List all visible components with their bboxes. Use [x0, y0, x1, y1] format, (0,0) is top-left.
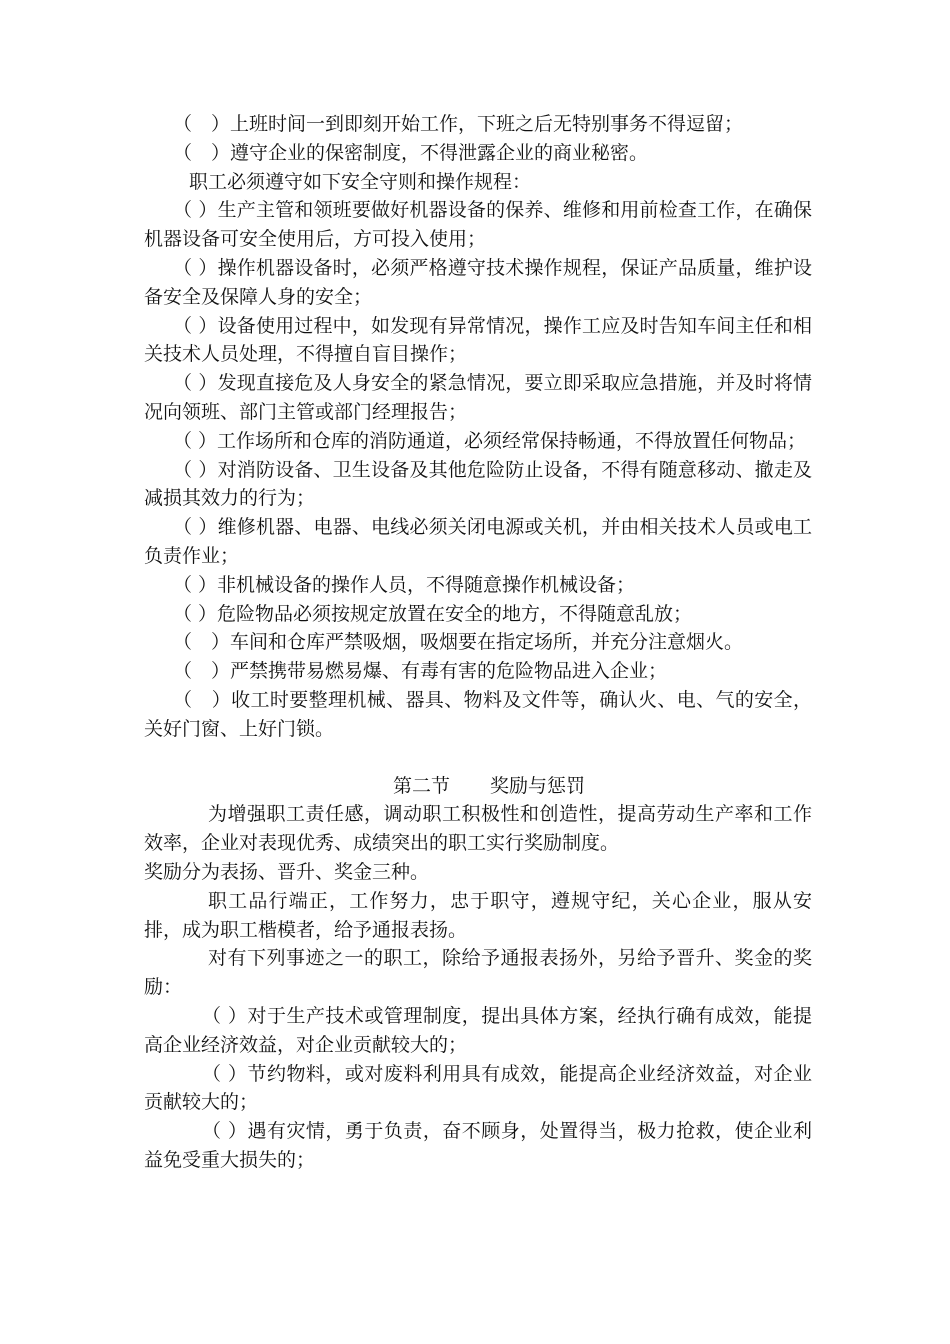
safety-rule-item: （ ）生产主管和领班要做好机器设备的保养、维修和用前检查工作，在确保机器设备可安全使用后，方可投入使用；: [144, 199, 812, 251]
safety-rule-item: （ ）操作机器设备时，必须严格遵守技术操作规程，保证产品质量，维护设备安全及保障人身的安全；: [144, 256, 812, 308]
safety-rule-item: （ ）非机械设备的操作人员，不得随意操作机械设备；: [173, 573, 636, 596]
section-title: 奖励与惩罚: [490, 774, 586, 797]
section-heading: [144, 772, 812, 801]
reward-paragraph: 对有下列事迹之一的职工，除给予通报表扬外，另给予晋升、奖金的奖励：: [144, 947, 812, 999]
safety-intro: 职工必须遵守如下安全守则和操作规程：: [189, 170, 532, 193]
safety-rule-item: （ ）设备使用过程中，如发现有异常情况，操作工应及时告知车间主任和相关技术人员处理，不得擅自盲目操作；: [144, 314, 812, 366]
reward-paragraph: 奖励分为表扬、晋升、奖金三种。: [144, 860, 430, 883]
safety-rule-item: （ ）危险物品必须按规定放置在安全的地方，不得随意乱放；: [173, 602, 693, 625]
safety-rule-item: （ ）车间和仓库严禁吸烟，吸烟要在指定场所，并充分注意烟火。: [173, 631, 744, 654]
safety-rule-item: （ ）维修机器、电器、电线必须关闭电源或关机，并由相关技术人员或电工负责作业；: [144, 516, 812, 567]
reward-paragraph: 职工品行端正，工作努力，忠于职守，遵规守纪，关心企业，服从安排，成为职工楷模者，给予通报表扬。: [144, 889, 812, 941]
reward-paragraph: 为增强职工责任感，调动职工积极性和创造性，提高劳动生产率和工作效率，企业对表现优秀、成绩突出的职工实行奖励制度。: [144, 803, 812, 855]
safety-rule-item: （ ）工作场所和仓库的消防通道，必须经常保持畅通，不得放置任何物品；: [173, 429, 807, 452]
reward-item: （ ）对于生产技术或管理制度，提出具体方案，经执行确有成效，能提高企业经济效益，对企业贡献较大的；: [144, 1004, 812, 1056]
section-number: 第二节: [392, 774, 450, 797]
rule-item: （ ）上班时间一到即刻开始工作，下班之后无特别事务不得逗留；: [173, 113, 744, 135]
safety-rule-item: （ ）严禁携带易燃易爆、有毒有害的危险物品进入企业；: [173, 660, 668, 683]
safety-rule-item: （ ）收工时要整理机械、器具、物料及文件等，确认火、电、气的安全，关好门窗、上好门锁。: [144, 688, 812, 740]
document-body: [144, 110, 812, 1175]
section-spacer: [144, 744, 812, 772]
safety-rule-item: （ ）对消防设备、卫生设备及其他危险防止设备，不得有随意移动、撤走及减损其效力的行为；: [144, 458, 812, 510]
rule-item: （ ）遵守企业的保密制度，不得泄露企业的商业秘密。: [173, 141, 649, 164]
reward-item: （ ）遇有灾情，勇于负责，奋不顾身，处置得当，极力抢救，使企业利益免受重大损失的；: [144, 1120, 812, 1171]
reward-item: （ ）节约物料，或对废料利用具有成效，能提高企业经济效益，对企业贡献较大的；: [144, 1062, 812, 1114]
safety-rule-item: （ ）发现直接危及人身安全的紧急情况，要立即采取应急措施，并及时将情况向领班、部门主管或部门经理报告；: [144, 372, 812, 423]
